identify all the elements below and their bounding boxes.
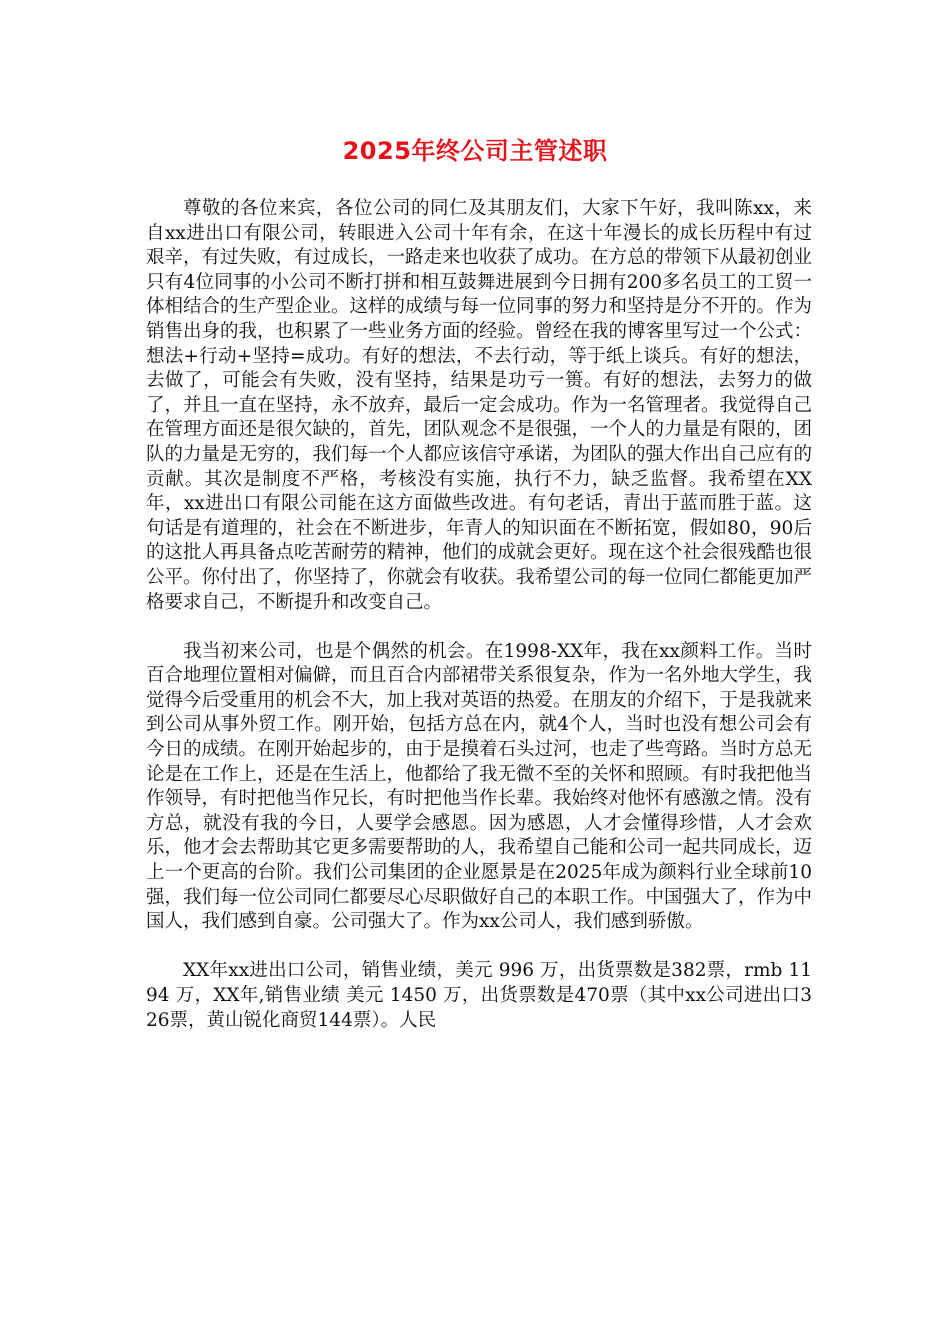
document-body: [146, 197, 812, 1033]
paragraph: 我当初来公司，也是个偶然的机会。在1998-XX年，我在xx颜料工作。当时百合地理位置相对偏僻，而且百合内部裙带关系很复杂，作为一名外地大学生，我觉得今后受重用的机会不大，加上我对英语的热爱。在朋友的介绍下，于是我就来到公司从事外贸工作。刚开始，包括方总在内，就4个人，当时也没有想公司会有今日的成绩。在刚开始起步的，由于是摸着石头过河，也走了些弯路。当时方总无论是在工作上，还是在生活上，他都给了我无微不至的关怀和照顾。有时我把他当作领导，有时把他当作兄长，有时把他当作长辈。我始终对他怀有感激之情。没有方总，就没有我的今日，人要学会感恩。因为感恩，人才会懂得珍惜，人才会欢乐，他才会去帮助其它更多需要帮助的人，我希望自己能和公司一起共同成长，迈上一个更高的台阶。我们公司集团的企业愿景是在2025年成为颜料行业全球前10强，我们每一位公司同仁都要尽心尽职做好自己的本职工作。中国强大了，作为中国人，我们感到自豪。公司强大了。作为xx公司人，我们感到骄傲。: [146, 640, 813, 933]
paragraph: XX年xx进出口公司，销售业绩，美元 996 万，出货票数是382票，rmb 1194 万，XX年,销售业绩 美元 1450 万，出货票数是470票（其中xx公司进出口326票，黄山锐化商贸144票）。人民: [146, 960, 812, 1031]
document-title: 2025年终公司主管述职: [342, 137, 608, 165]
paragraph: 尊敬的各位来宾，各位公司的同仁及其朋友们，大家下午好，我叫陈xx，来自xx进出口有限公司，转眼进入公司十年有余，在这十年漫长的成长历程中有过艰辛，有过失败，有过成长，一路走来也收获了成功。在方总的带领下从最初创业只有4位同事的小公司不断打拼和相互鼓舞进展到今日拥有200多名员工的工贸一体相结合的生产型企业。这样的成绩与每一位同事的努力和坚持是分不开的。作为销售出身的我，也积累了一些业务方面的经验。曾经在我的博客里写过一个公式：想法+行动+坚持=成功。有好的想法，不去行动，等于纸上谈兵。有好的想法，去做了，可能会有失败，没有坚持，结果是功亏一篑。有好的想法，去努力的做了，并且一直在坚持，永不放弃，最后一定会成功。作为一名管理者。我觉得自己在管理方面还是很欠缺的，首先，团队观念不是很强，一个人的力量是有限的，团队的力量是无穷的，我们每一个人都应该信守承诺，为团队的强大作出自己应有的贡献。其次是制度不严格，考核没有实施，执行不力，缺乏监督。我希望在XX年，xx进出口有限公司能在这方面做些改进。有句老话，青出于蓝而胜于蓝。这句话是有道理的，社会在不断进步，年青人的知识面在不断拓宽，假如80，90后的这批人再具备点吃苦耐劳的精神，他们的成就会更好。现在这个社会很残酷也很公平。你付出了，你坚持了，你就会有收获。我希望公司的每一位同仁都能更加严格要求自己，不断提升和改变自己。: [146, 198, 813, 613]
